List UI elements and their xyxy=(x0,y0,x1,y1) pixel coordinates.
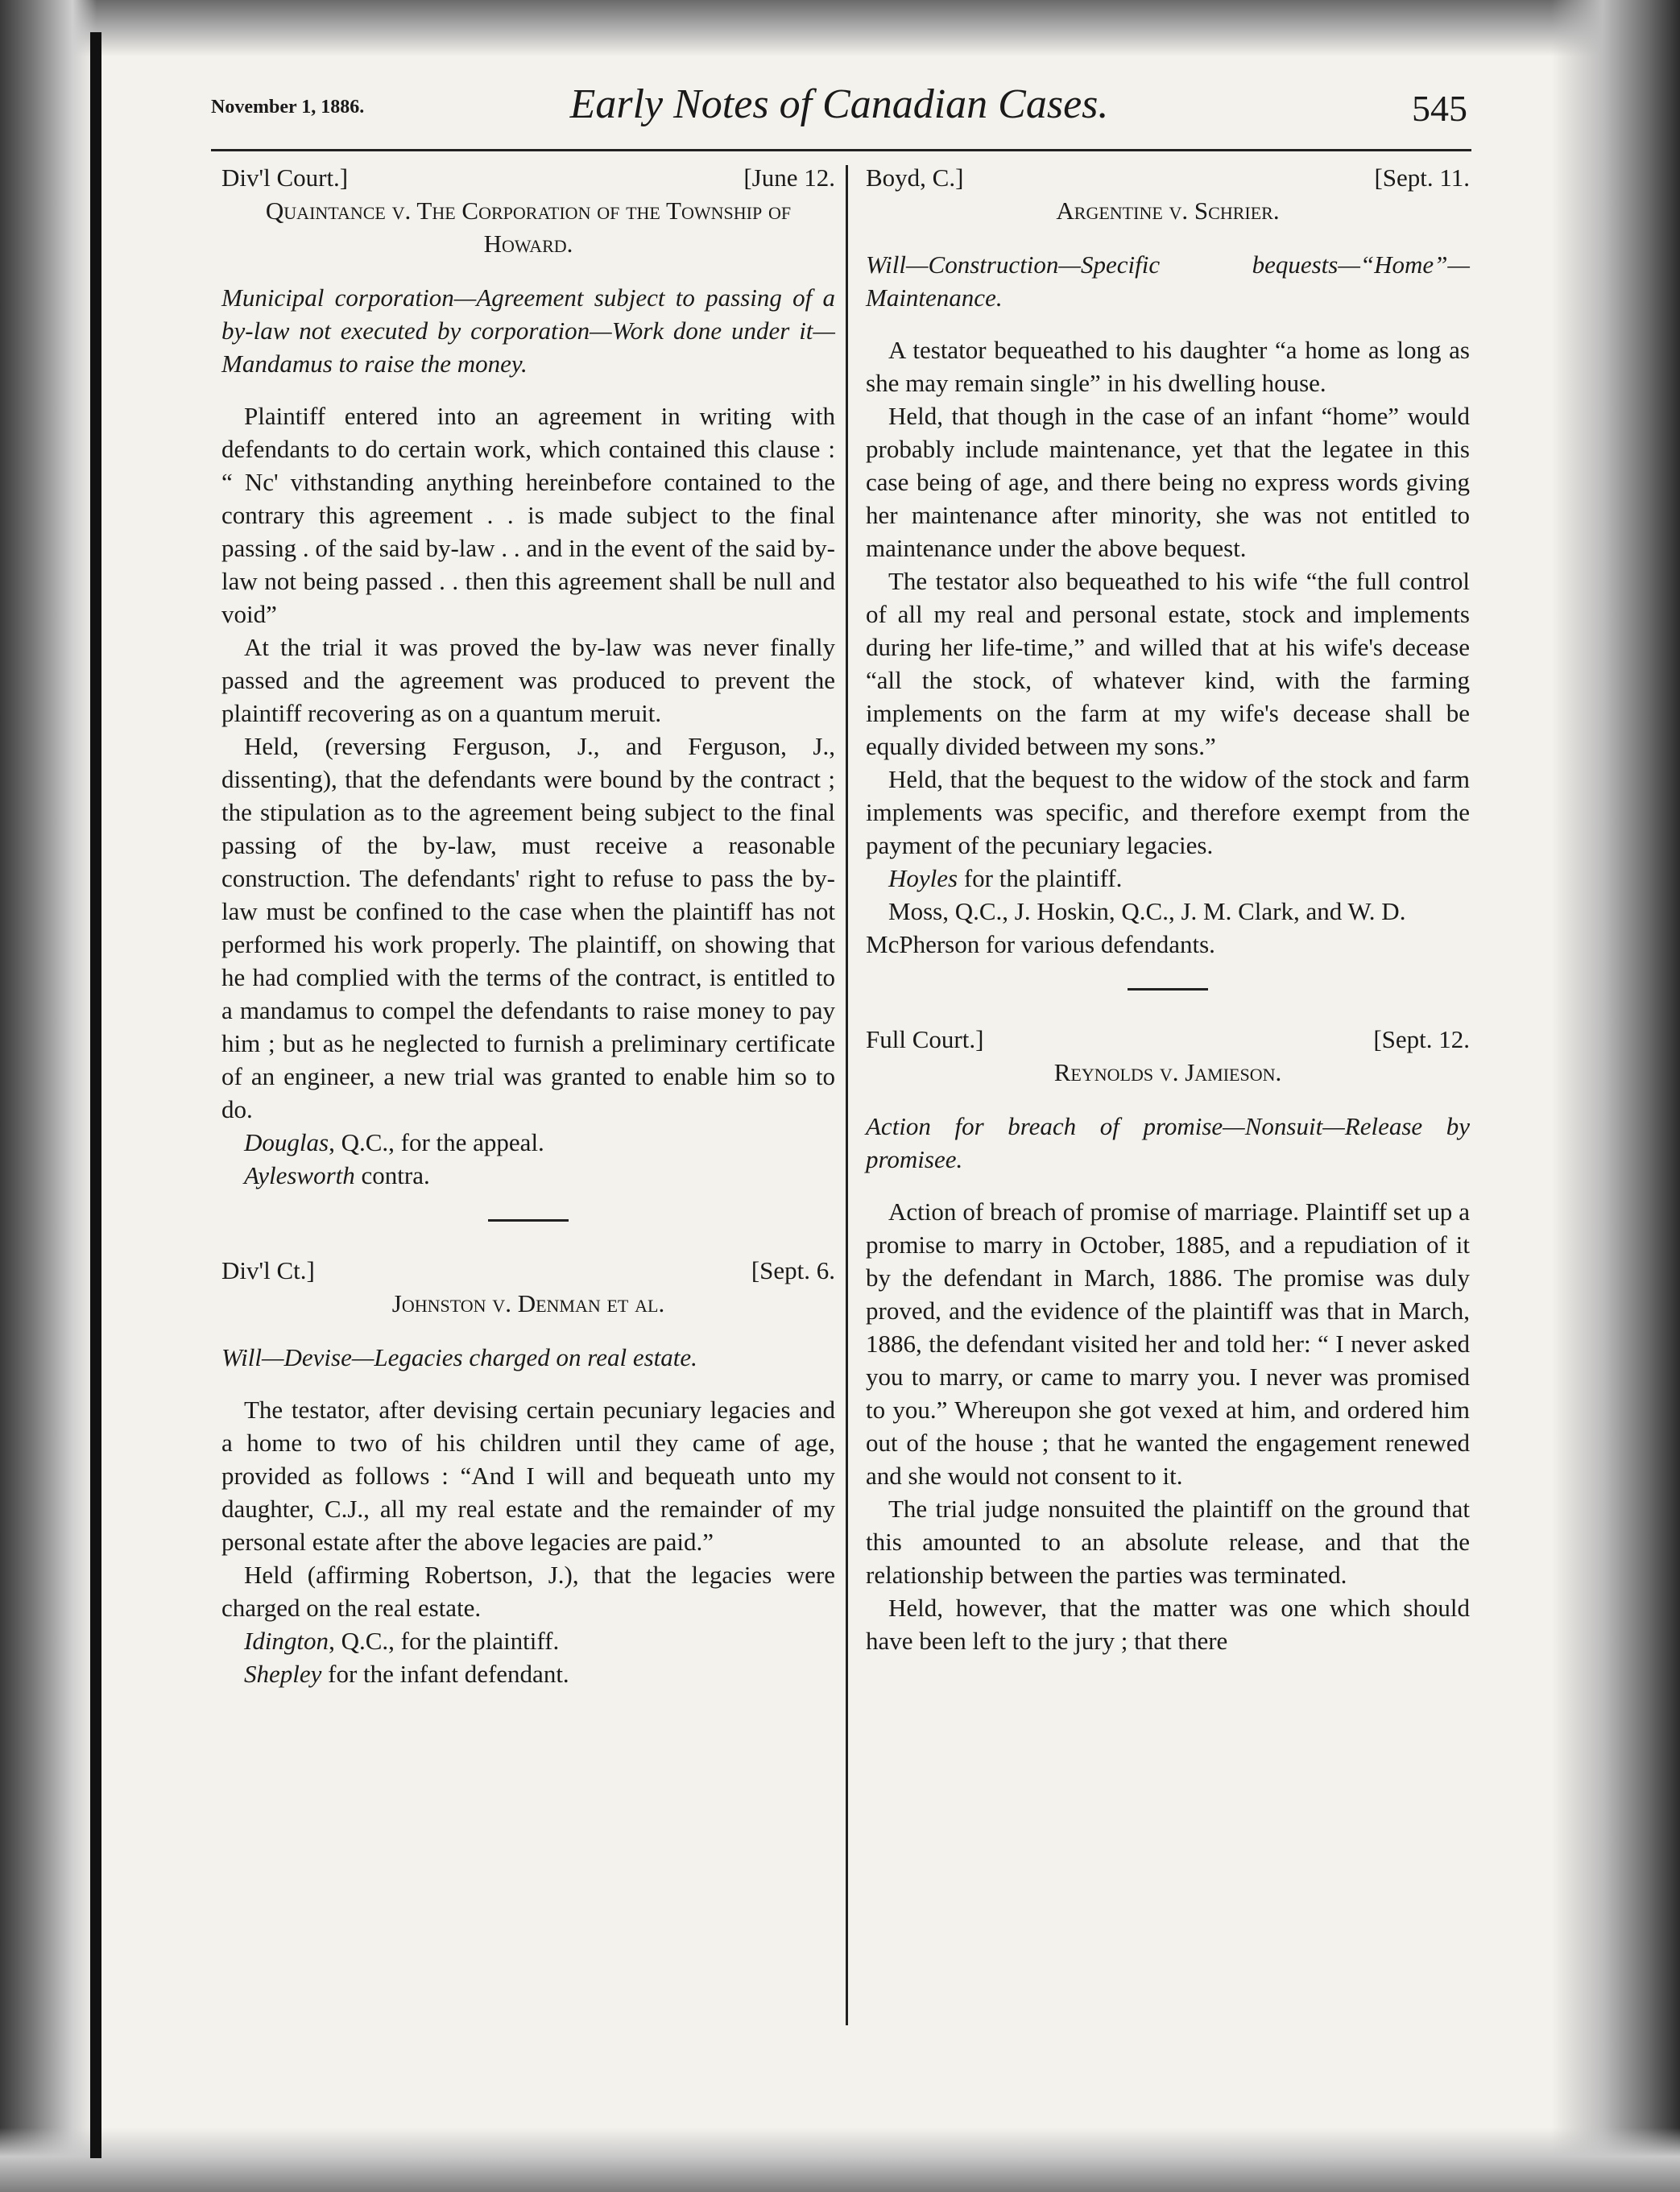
case-court-line xyxy=(221,1254,835,1287)
case-johnston xyxy=(221,1254,835,1690)
counsel-role: for the plaintiff. xyxy=(958,864,1123,892)
counsel-name: Idington xyxy=(244,1627,329,1655)
case-headnote: Will—Construction—Specific bequests—“Home”—Maintenance. xyxy=(866,250,1470,312)
counsel-role: , Q.C., for the plaintiff. xyxy=(329,1627,560,1655)
case-paragraph: The trial judge nonsuited the plaintiff on the ground that this amounted to an absolute release, and that the relationship between the parties was terminated. xyxy=(866,1495,1470,1589)
header-date: November 1, 1886. xyxy=(211,97,365,118)
case-quaintance xyxy=(221,161,835,1192)
case-court: Boyd, C.] xyxy=(866,163,964,192)
case-reynolds xyxy=(866,1023,1470,1657)
case-title: Johnston v. Denman et al. xyxy=(391,1289,665,1317)
running-header xyxy=(211,81,1467,145)
counsel-role: , Q.C., for the appeal. xyxy=(329,1128,544,1156)
counsel-line xyxy=(221,1657,835,1690)
case-argentine xyxy=(866,161,1470,961)
case-headnote: Municipal corporation—Agreement subject to passing of a by-law not executed by corporation—Work done under it—Mandamus to raise the money. xyxy=(221,283,835,378)
scan-edge-top xyxy=(0,0,1680,56)
counsel-name: Shepley xyxy=(244,1660,322,1688)
case-court: Div'l Court.] xyxy=(221,163,349,192)
case-date: [June 12. xyxy=(743,163,835,192)
right-column xyxy=(866,161,1470,1657)
case-court: Div'l Ct.] xyxy=(221,1256,315,1284)
left-column xyxy=(221,161,835,1690)
counsel-line xyxy=(221,1126,835,1159)
column-divider xyxy=(846,165,848,2025)
case-title: Quaintance v. The Corporation of the Township of Howard. xyxy=(265,196,792,258)
case-court: Full Court.] xyxy=(866,1025,984,1053)
counsel-line xyxy=(866,862,1470,895)
counsel-line: Moss, Q.C., J. Hoskin, Q.C., J. M. Clark, and W. D. McPherson for various defendants. xyxy=(866,897,1406,958)
counsel-role: contra. xyxy=(354,1161,430,1189)
case-paragraph: Plaintiff entered into an agreement in writing with defendants to do certain work, which contained this clause : “ Nc' vithstanding anything hereinbefore contained to the contrary this agreement . . is made subject to the final passing . of the said by-law . . and in the event of the said by-law not being passed . . then this agreement shall be null and void” xyxy=(221,402,835,628)
scan-edge-left xyxy=(0,0,97,2192)
case-holding: Held, that though in the case of an infant “home” would probably include maintenance, yet that the legatee in this case being of age, and there being no express words giving her maintenance after minority, she was not entitled to maintenance under the above bequest. xyxy=(866,402,1470,562)
header-rule xyxy=(211,149,1471,151)
case-date: [Sept. 11. xyxy=(1374,163,1470,192)
case-paragraph: Action of breach of promise of marriage. Plaintiff set up a promise to marry in October, 1885, and a repudiation of it by the defendant in March, 1886. The promise was duly proved, and the evidence of the plaintiff was that in March, 1886, the defendant visited her and told her: “ I never asked you to marry, or came to marry you. I never was promised to you.” Whereupon she got vexed at him, and ordered him out of the house ; that he wanted the engagement renewed and she would not consent to it. xyxy=(866,1197,1470,1490)
binding-shadow xyxy=(90,32,101,2158)
case-holding: Held (affirming Robertson, J.), that the legacies were charged on the real estate. xyxy=(221,1561,835,1622)
case-paragraph: A testator bequeathed to his daughter “a home as long as she may remain single” in his dwelling house. xyxy=(866,336,1470,397)
case-headnote: Action for breach of promise—Nonsuit—Release by promisee. xyxy=(866,1112,1470,1173)
case-holding: Held, however, that the matter was one which should have been left to the jury ; that there xyxy=(866,1594,1470,1655)
case-holding: Held, (reversing Ferguson, J., and Ferguson, J., dissenting), that the defendants were bound by the contract ; the stipulation as to the agreement being subject to the final passing of the by-law, must receive a reasonable construction. The defendants' right to refuse to pass the by-law must be confined to the case when the plaintiff has not performed his work properly. The plaintiff, on showing that he had complied with the terms of the contract, is entitled to a mandamus to compel the defendants to raise money to pay him ; but as he neglected to furnish a preliminary certificate of an engineer, a new trial was granted to enable him so to do. xyxy=(221,732,835,1123)
page-number: 545 xyxy=(1412,88,1467,129)
counsel-line xyxy=(221,1624,835,1657)
scan-edge-right xyxy=(1551,0,1680,2192)
case-date: [Sept. 6. xyxy=(751,1256,835,1284)
case-court-line xyxy=(866,1023,1470,1056)
case-paragraph: The testator also bequeathed to his wife “the full control of all my real and personal estate, stock and implements during her life-time,” and willed that at his wife's decease “all the stock, of whatever kind, with the farming implements on the farm at my wife's decease shall be equally divided between my sons.” xyxy=(866,567,1470,760)
case-holding: Held, that the bequest to the widow of the stock and farm implements was specific, and therefore exempt from the payment of the pecuniary legacies. xyxy=(866,765,1470,859)
case-paragraph: At the trial it was proved the by-law was never finally passed and the agreement was produced to prevent the plaintiff recovering as on a quantum meruit. xyxy=(221,633,835,727)
case-title: Reynolds v. Jamieson. xyxy=(1053,1058,1282,1086)
case-separator xyxy=(1128,988,1208,991)
case-headnote: Will—Devise—Legacies charged on real estate. xyxy=(221,1343,697,1371)
header-title: Early Notes of Canadian Cases. xyxy=(569,81,1109,127)
case-separator xyxy=(488,1219,569,1222)
counsel-name: Aylesworth xyxy=(244,1161,355,1189)
case-title: Argentine v. Schrier. xyxy=(1056,196,1280,225)
scan-edge-bottom xyxy=(0,2128,1680,2192)
counsel-name: Douglas xyxy=(244,1128,329,1156)
counsel-role: for the infant defendant. xyxy=(321,1660,569,1688)
case-court-line xyxy=(866,161,1470,194)
case-date: [Sept. 12. xyxy=(1373,1025,1470,1053)
case-court-line xyxy=(221,161,835,194)
case-paragraph: The testator, after devising certain pecuniary legacies and a home to two of his children until they came of age, provided as follows : “And I will and bequeath unto my daughter, C.J., all my real estate and the remainder of my personal estate after the above legacies are paid.” xyxy=(221,1396,835,1556)
counsel-name: Hoyles xyxy=(888,864,958,892)
counsel-line xyxy=(221,1159,835,1192)
